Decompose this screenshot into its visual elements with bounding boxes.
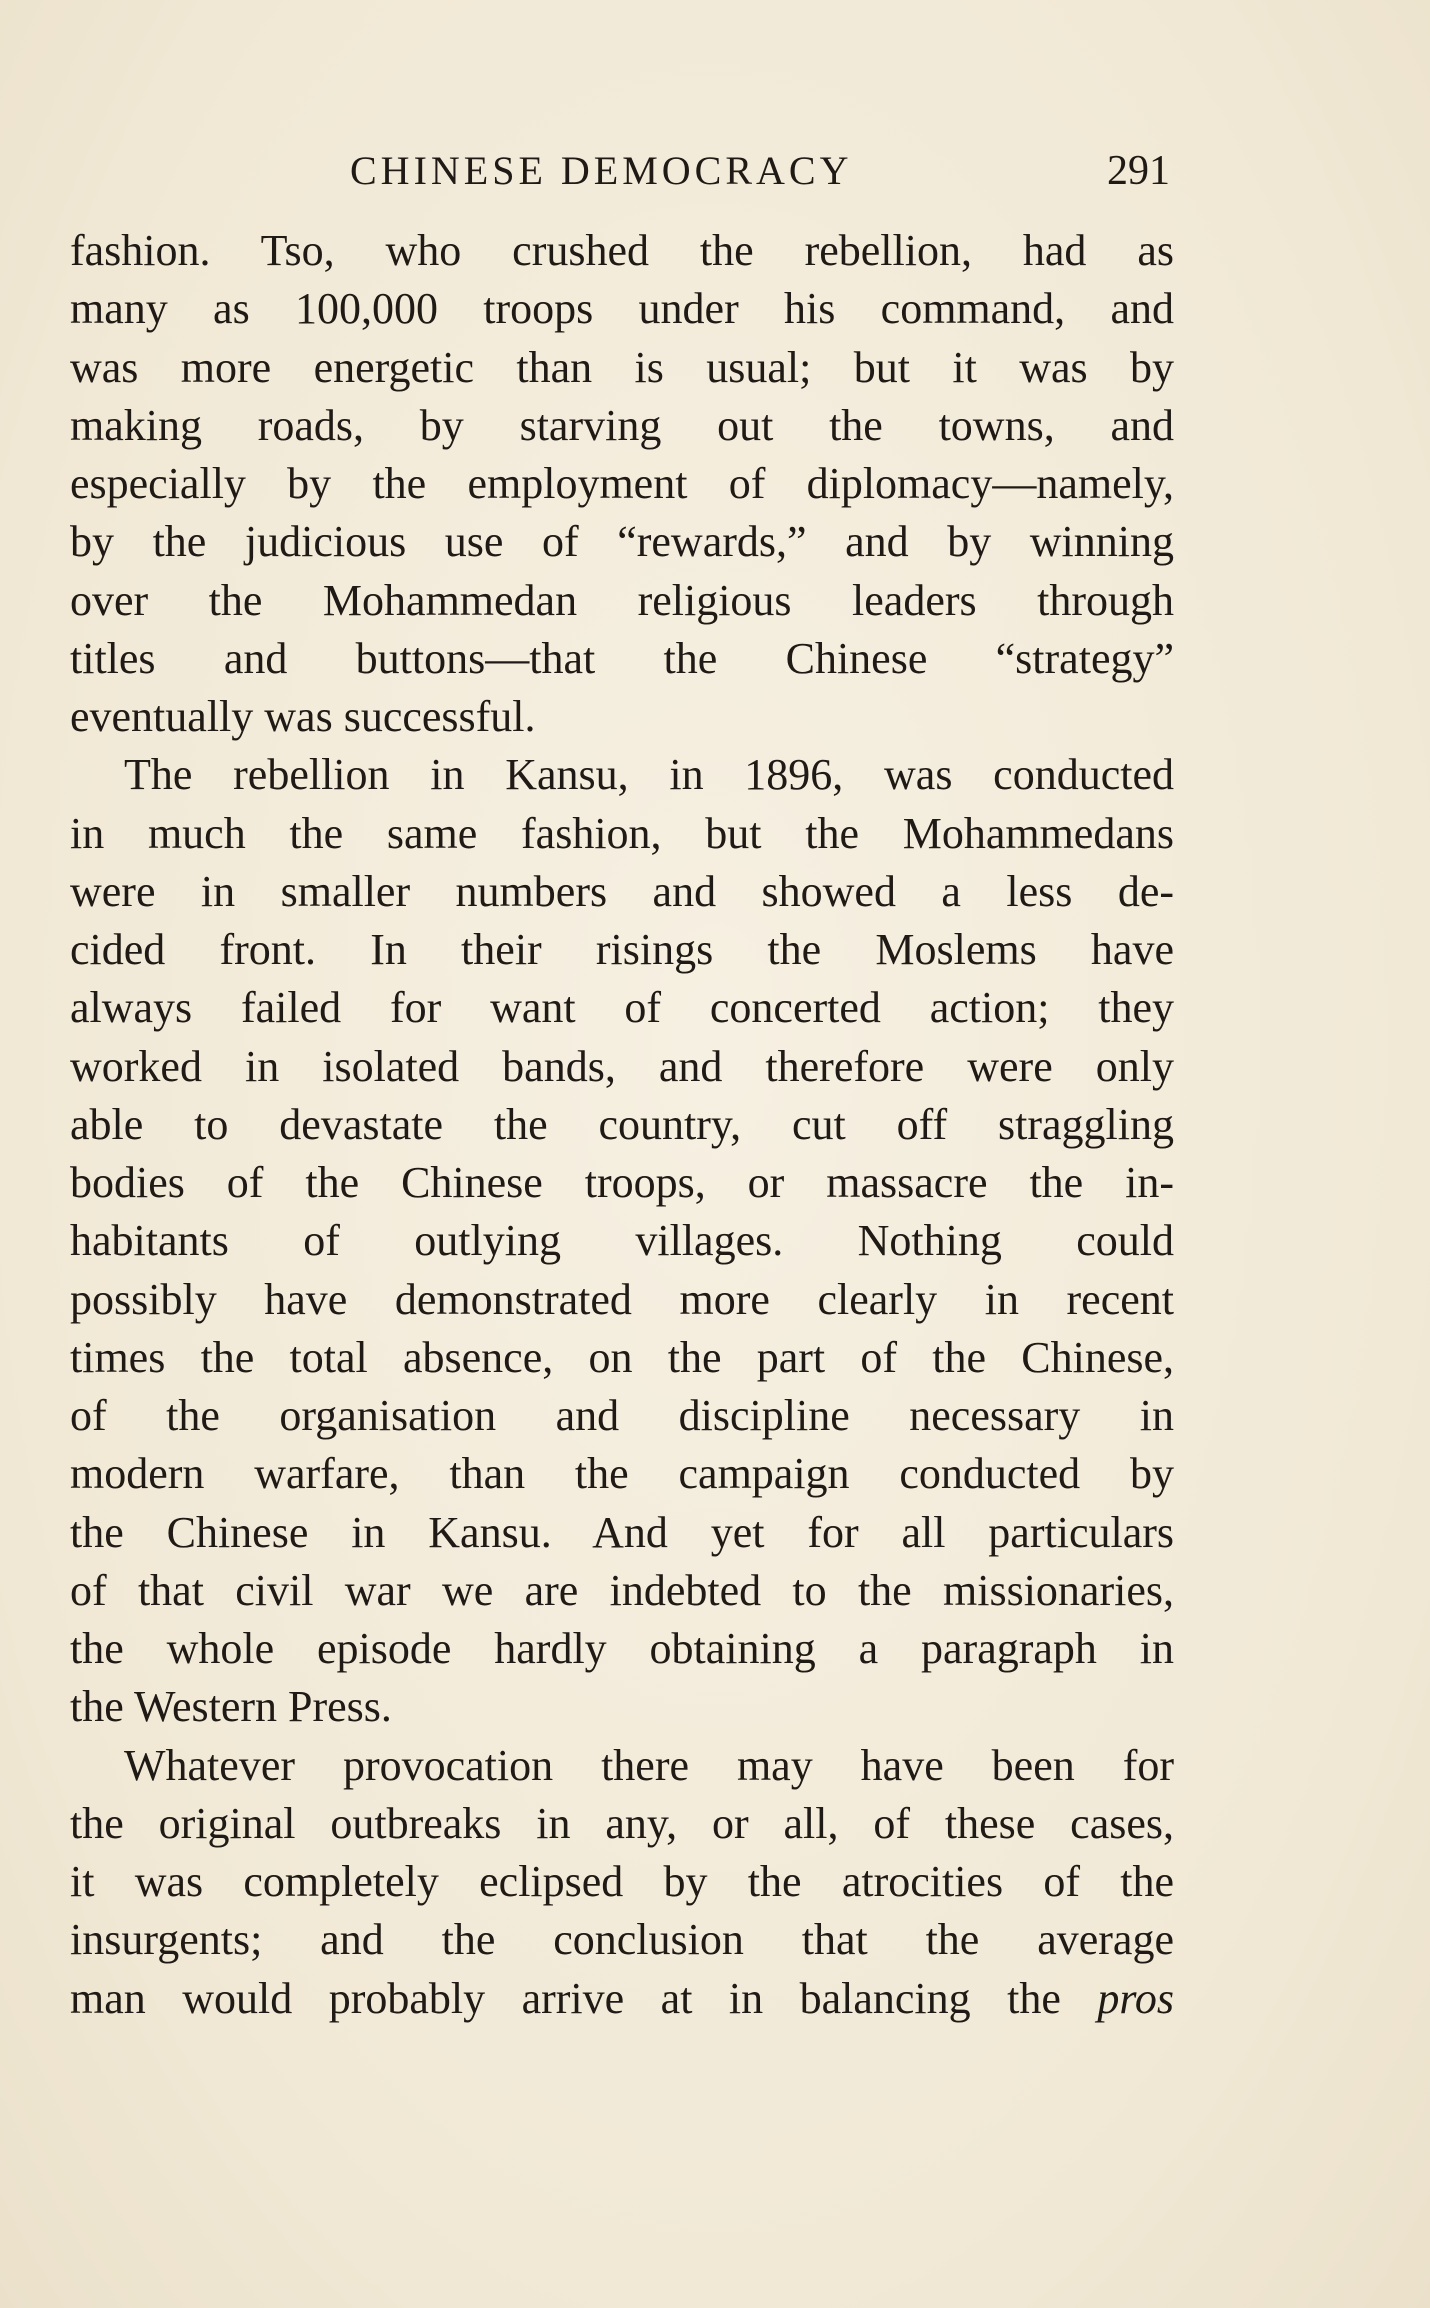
text-line: many as 100,000 troops under his command, and [70, 284, 1174, 334]
page-header [70, 146, 1170, 196]
text-line: eventually was successful. [70, 692, 536, 741]
text-line: making roads, by starving out the towns, and [70, 400, 1174, 450]
italic-word: pros [1097, 1973, 1174, 2023]
text-line: the Chinese in Kansu. And yet for all particulars [70, 1507, 1174, 1557]
text-line: bodies of the Chinese troops, or massacre the in- [70, 1158, 1174, 1207]
text-line: possibly have demonstrated more clearly in recent [70, 1274, 1174, 1324]
text-line: habitants of outlying villages. Nothing could [70, 1216, 1174, 1266]
running-head: CHINESE DEMOCRACY [350, 148, 853, 193]
text-line: insurgents; and the conclusion that the average [70, 1915, 1174, 1965]
text-line: were in smaller numbers and showed a less de- [70, 866, 1174, 916]
text-line: times the total absence, on the part of the Chinese, [70, 1332, 1174, 1382]
text-line: of that civil war we are indebted to the missionaries, [70, 1565, 1174, 1615]
text-line: modern warfare, than the campaign conducted by [70, 1449, 1174, 1499]
text-line: especially by the employment of diplomacy—namely, [70, 459, 1174, 508]
text-line: worked in isolated bands, and therefore were only [70, 1041, 1174, 1091]
text-line: cided front. In their risings the Moslems have [70, 925, 1174, 974]
text-line: fashion. Tso, who crushed the rebellion, had as [70, 226, 1174, 275]
text-line: Whatever provocation there may have been for [124, 1740, 1174, 1790]
text-line: The rebellion in Kansu, in 1896, was conducted [124, 750, 1174, 800]
text-line: the whole episode hardly obtaining a paragraph in [70, 1624, 1174, 1673]
text-line: of the organisation and discipline necessary in [70, 1391, 1174, 1440]
text-line: by the judicious use of “rewards,” and by winning [70, 517, 1174, 567]
text-line-final-roman: man would probably arrive at in balancing the [70, 1973, 1061, 2023]
body-text [70, 222, 1174, 2028]
text-line: it was completely eclipsed by the atrocities of the [70, 1857, 1174, 1906]
text-line: the Western Press. [70, 1682, 392, 1732]
text-line: was more energetic than is usual; but it was by [70, 342, 1174, 392]
text-line: able to devastate the country, cut off straggling [70, 1099, 1174, 1149]
text-line-final [70, 1970, 1174, 2028]
text-line: over the Mohammedan religious leaders through [70, 575, 1174, 625]
text-line: in much the same fashion, but the Mohammedans [70, 808, 1174, 858]
text-line: the original outbreaks in any, or all, of these cases, [70, 1798, 1174, 1848]
page-number: 291 [1107, 148, 1170, 194]
text-line: titles and buttons—that the Chinese “strategy” [70, 633, 1174, 683]
text-line: always failed for want of concerted action; they [70, 983, 1174, 1033]
